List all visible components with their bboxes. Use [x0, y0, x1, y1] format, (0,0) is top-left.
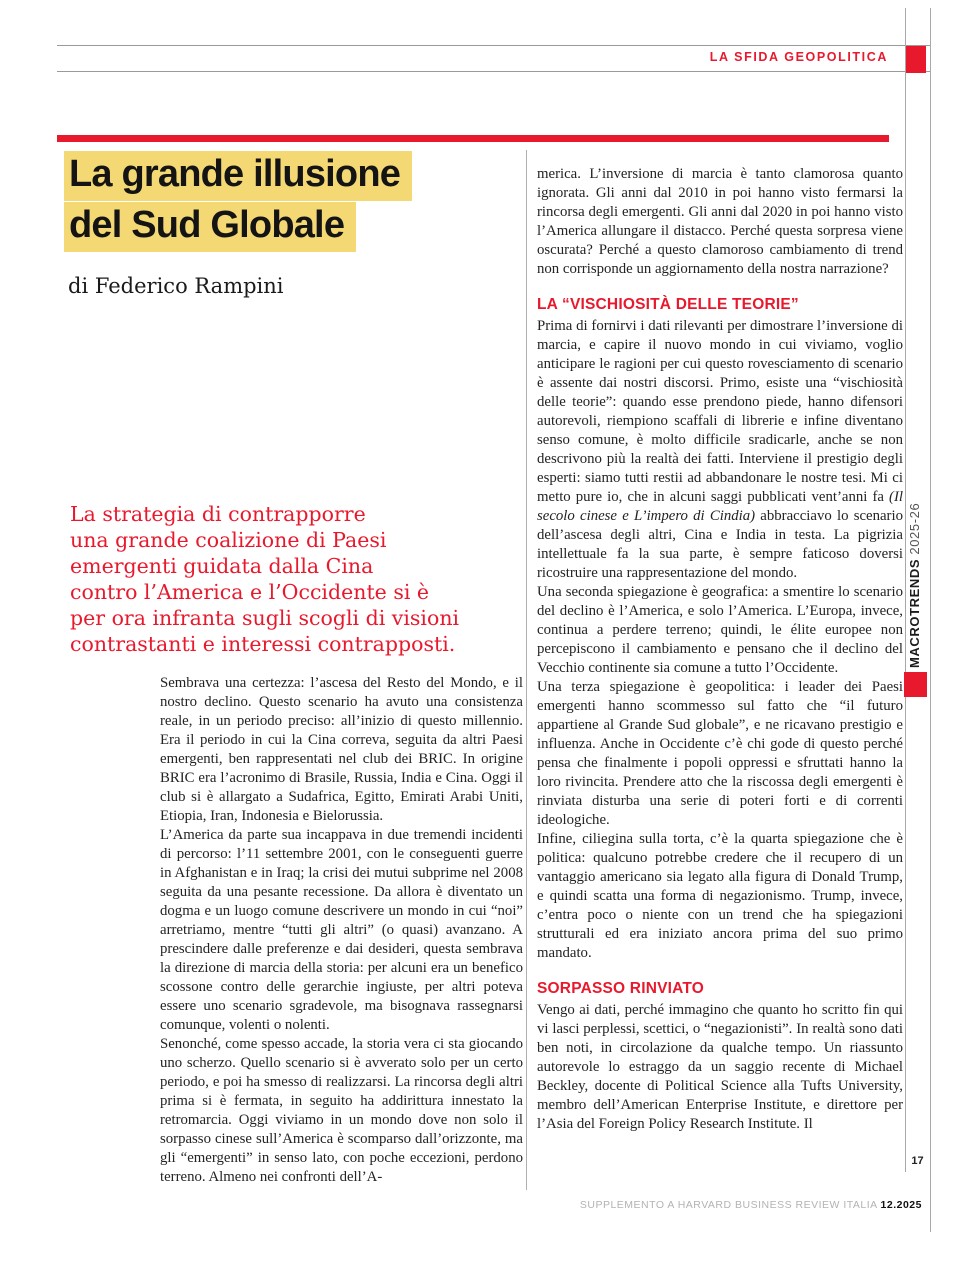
body-paragraph: Vengo ai dati, perché immagino che quanto ho scritto fin qui vi lasci perplessi, scettici, o “negazionisti”. In realtà sono dati ben noti, in circolazione da qualche tempo. Un riassunto autorevole lo estraggo da un saggio recente di Michael Beckley, docente di Political Science alla Tufts University, membro dell’American Enterprise Institute, e direttore per l’Asia del Foreign Policy Research Institute. Il	[537, 1002, 903, 1132]
section-heading: SORPASSO RINVIATO	[537, 980, 705, 997]
body-paragraph: Infine, ciliegina sulla torta, c’è la quarta spiegazione che è politica: qualcuno potrebbe credere che il recupero di un vantaggio americano sia legato alla figura di Donald Trump, e quindi scatta una forma di negazionismo. Trump, invece, c’entra poco o niente con un trend che ha spiegazioni strutturali ed era iniziato ancora prima del suo primo mandato.	[537, 831, 903, 961]
issue-number: 12.2025	[880, 1199, 922, 1211]
pull-quote-line: La strategia di contrapporre	[70, 502, 366, 526]
margin-rule-inner	[905, 8, 906, 1172]
article-title	[64, 151, 412, 253]
article-title-line1: La grande illusione	[64, 151, 412, 201]
body-paragraph: Una terza spiegazione è geopolitica: i leader dei Paesi emergenti hanno scommesso sul fatto che “il futuro appartiene al Grande Sud globale”, e ne ricavano prestigio e influenza. Anche in Occidente c’è chi gode di questo perché pensa che finalmente i popoli oppressi e sfruttati hanno la loro rivincita. Prendere atto che la riscossa degli emergenti è rinviata disturba una serie di poteri forti e di correnti ideologiche.	[537, 679, 903, 828]
red-square-sidebar-marker	[904, 672, 927, 697]
body-paragraph: merica. L’inversione di marcia è tanto clamorosa quanto ignorata. Gli anni dal 2010 in poi hanno visto fermarsi la rincorsa degli emergenti. Gli anni dal 2020 in poi hanno visto l’America allungare il distacco. Perché questa sorpresa viene oscurata? Perché a questo clamoroso cambiamento di trend non corrisponde un aggiornamento della nostra narrazione?	[537, 166, 903, 277]
page-number: 17	[911, 1155, 924, 1167]
pull-quote-line: contro l’America e l’Occidente si è	[70, 580, 430, 604]
book-titles-italic: (Il secolo cinese e L’impero di Cindia)	[537, 489, 903, 524]
pull-quote-line: contrastanti e interessi contrapposti.	[70, 632, 456, 656]
article-title-line2: del Sud Globale	[64, 202, 356, 252]
magazine-name: MACROTRENDS	[907, 558, 922, 668]
header-rule-top	[57, 45, 931, 46]
edition-sidebar-vertical-label	[907, 502, 931, 668]
pull-quote-line: una grande coalizione di Paesi	[70, 528, 387, 552]
edition-year: 2025-26	[907, 502, 922, 555]
paragraph-text: Prima di fornirvi i dati rilevanti per dimostrare l’inversione di marcia, e capire il nuovo mondo in cui viviamo, voglio anticipare le ragioni per cui questo rovesciamento di scenario è assente dai nostri discorsi. Primo, esiste una “vischiosità delle teorie”: quando esse prendono piede, hanno difensori autorevoli, riempiono scaffali di librerie e infine diventano senso comune, è molto difficile sradicarle, anche se non descrivono più la realtà dei fatti. Interviene il prestigio degli esperti: siamo tutti restii ad abbandonare le nostre tesi. Mi ci metto pure io, che in alcuni saggi pubblicati vent’anni fa	[537, 318, 903, 505]
red-square-header-marker	[906, 46, 926, 73]
header-rule-bottom	[57, 71, 931, 72]
body-paragraph: Senonché, come spesso accade, la storia vera ci sta giocando uno scherzo. Quello scenario si è avverato solo per un certo periodo, e poi ha smesso di realizzarsi. La rincorsa degli altri prima si è fermata, in seguito ha addirittura innestato la retromarcia. Oggi viviamo in un mondo dove non solo il sorpasso cinese sull’America è scomparso dall’orizzonte, ma gli “emergenti” in senso lato, con poche eccezioni, perdono terreno. Almeno nei confronti dell’A-	[160, 1036, 523, 1185]
body-paragraph: L’America da parte sua incappava in due tremendi incidenti di percorso: l’11 settembre 2001, con le conseguenti guerre in Afghanistan e in Iraq; la crisi dei mutui subprime nel 2008 seguita da una pesante recessione. Da allora è diventato un dogma e un luogo comune descrivere un mondo in cui “noi” arretriamo, mentre “tutti gli altri” (o quasi) avanzano. A prescindere dalle preferenze e dai desideri, questa sembrava la direzione di marcia della storia: per alcuni era un benefico scossone contro delle gerarchie ingiuste, per altri poteva essere uno scenario sgradevole, ma bisognava rassegnarsi comunque, volenti o nolenti.	[160, 827, 523, 1033]
paragraph-text: abbracciavo lo scenario dell’ascesa degli altri, Cina e India in testa. La pigrizia intellettuale fa la sua parte, è sempre faticoso doversi ricostruire una rappresentazione del mondo.	[537, 508, 903, 581]
column-divider-rule	[526, 150, 527, 1190]
body-paragraph: Una seconda spiegazione è geografica: a smentire lo scenario del declino è l’America, e solo l’America. L’Europa, invece, continua a perdere terreno; quindi, le élite europee non percepiscono il cambiamento e pensano che il declino del Vecchio continente sia comune a tutto l’Occidente.	[537, 584, 903, 676]
left-column	[160, 674, 523, 1187]
byline: di Federico Rampini	[68, 274, 284, 298]
body-paragraph: Sembrava una certezza: l’ascesa del Resto del Mondo, e il nostro declino. Questo scenario ha avuto una consistenza reale, in un periodo preciso: all’inizio di questo millennio. Era il periodo in cui la Cina correva, seguita da altri Paesi emergenti, ben rappresentati nel club dei BRIC. In origine BRIC era l’acronimo di Brasile, Russia, India e Cina. Oggi il club si è allargato a Sudafrica, Egitto, Emirati Arabi Uniti, Etiopia, Iran, Indonesia e Bielorussia.	[160, 675, 523, 824]
pull-quote-line: emergenti guidata dalla Cina	[70, 554, 374, 578]
right-column	[537, 165, 903, 1134]
section-heading: LA “VISCHIOSITÀ DELLE TEORIE”	[537, 296, 799, 313]
body-paragraph	[537, 317, 903, 583]
pull-quote-line: per ora infranta sugli scogli di visioni	[70, 606, 460, 630]
pull-quote	[70, 501, 459, 657]
supplement-label: SUPPLEMENTO A HARVARD BUSINESS REVIEW ITALIA	[579, 1199, 878, 1211]
section-label: LA SFIDA GEOPOLITICA	[709, 50, 888, 64]
title-red-rule	[57, 135, 889, 142]
footer	[580, 1199, 922, 1211]
